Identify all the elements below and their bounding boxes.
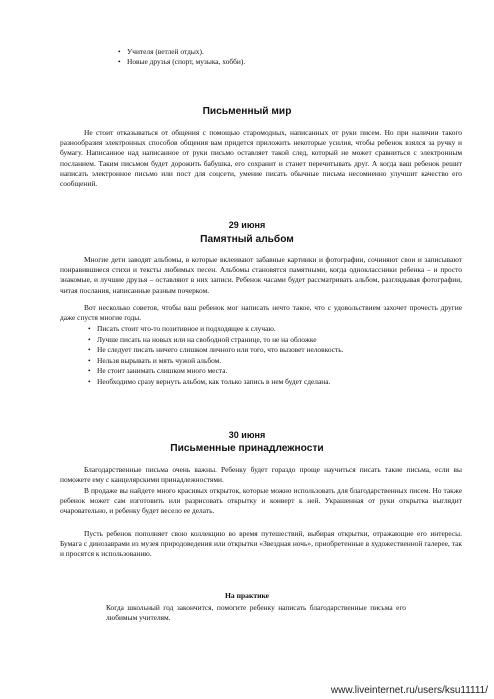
list-item: • Писать стоит что-то позитивное и подходящее к случаю. [88,324,276,333]
bullet-dot-icon: • [88,355,91,365]
top-bullet-2: • Новые друзья (спорт, музыка, хобби). [118,57,246,66]
section3-paragraph-1: Благодарственные письма очень важны. Ребенку будет гораздо проще научиться писать такие письма, если вы поможете ему с канцелярскими принадлежностями. [60,465,462,485]
list-item: • Нельзя вырывать и мять чужой альбом. [88,355,222,365]
section2-date: 29 июня [228,220,266,230]
bullet-dot-icon: • [118,47,121,56]
footer-watermark: www.liveinternet.ru/users/ksu11111/ [330,685,488,696]
practice-title: На практике [224,591,270,600]
section3-paragraph-2: В продаже вы найдете много красивых открыток, которые можно использовать для благодарственных писем. Но также ребенок может сам изготовить или разрисовать открытку и конверт к ней. Украшенная от руки открытка выглядит очаровательно, и ребенку будет весело ее делать. [60,486,462,516]
bullet-dot-icon: • [88,324,91,333]
section2-paragraph-2: Вот несколько советов, чтобы ваш ребенок мог написать нечто такое, что с удовольствием захочет прочесть другие даже спустя многие годы. [60,303,462,323]
list-item: • Лучше писать на новых или на свободной странице, то не на обложке [88,334,317,344]
list-item: • Не стоит занимать слишком много места. [88,366,228,376]
album-tips-list [88,324,343,388]
bullet-dot-icon: • [88,345,91,355]
top-bullet-1: • Учителя (ветлей отдых). [118,47,204,56]
bullet-dot-icon: • [88,334,91,344]
bullet-dot-icon: • [118,57,121,66]
section2-paragraph-1: Многие дети заводят альбомы, в которые вклеивают забавные картинки и фотографии, сочиняют свои и записывают понравившиеся стихи и тексты любимых песен. Альбомы становятся памятными, когда одноклассники ребенка – и просто знакомые, и лучшие друзья – оставляют в них записи. Ребенок часами будет рассматривать альбом, разглядывая фотографии, читая послания, написанные разным почерком. [60,255,462,295]
list-item: • Не следует писать ничего слишком личного или того, что вызовет неловкость. [88,345,344,355]
practice-text: Когда школьный год закончится, помогите ребенку написать благодарственные письма его любимым учителям. [106,603,406,623]
section3-paragraph-3: Пусть ребенок пополняет свою коллекцию во время путешествий, выбирая открытки, отражающие его интересы. Бумага с динозаврами из музея природоведения или открытки «Звездная ночь», приобретенные в художественной галерее, так и просятся к использованию. [60,529,462,559]
bullet-dot-icon: • [88,366,91,376]
section-title-written-world: Письменный мир [202,106,292,117]
list-item: • Необходимо сразу вернуть альбом, как только запись в нем будет сделана. [88,376,331,386]
bullet-dot-icon: • [88,376,91,386]
section-title-memory-album: Памятный альбом [200,234,294,245]
section3-date: 30 июня [228,430,266,440]
section-title-writing-supplies: Письменные принадлежности [170,443,324,454]
section1-paragraph: Не стоит отказываться от общения с помощью старомодных, написанных от руки писем. Но при наличии такого разнообразия электронных способов общения вам придется приложить некоторые усилия, чтобы ребенок взялся за ручку и бумагу. Написанное над написанное от руки письмо оставляет такой след, который не может сравниться с электронным посланием. Таким письмом будет дорожить бабушка, его сохранит и станет перечитывать друг. А когда ваш ребенок решит написать электронное письмо или пост для соцсети, умение писать обычные письма несомненно улучшит качество его сообщений. [60,128,462,189]
